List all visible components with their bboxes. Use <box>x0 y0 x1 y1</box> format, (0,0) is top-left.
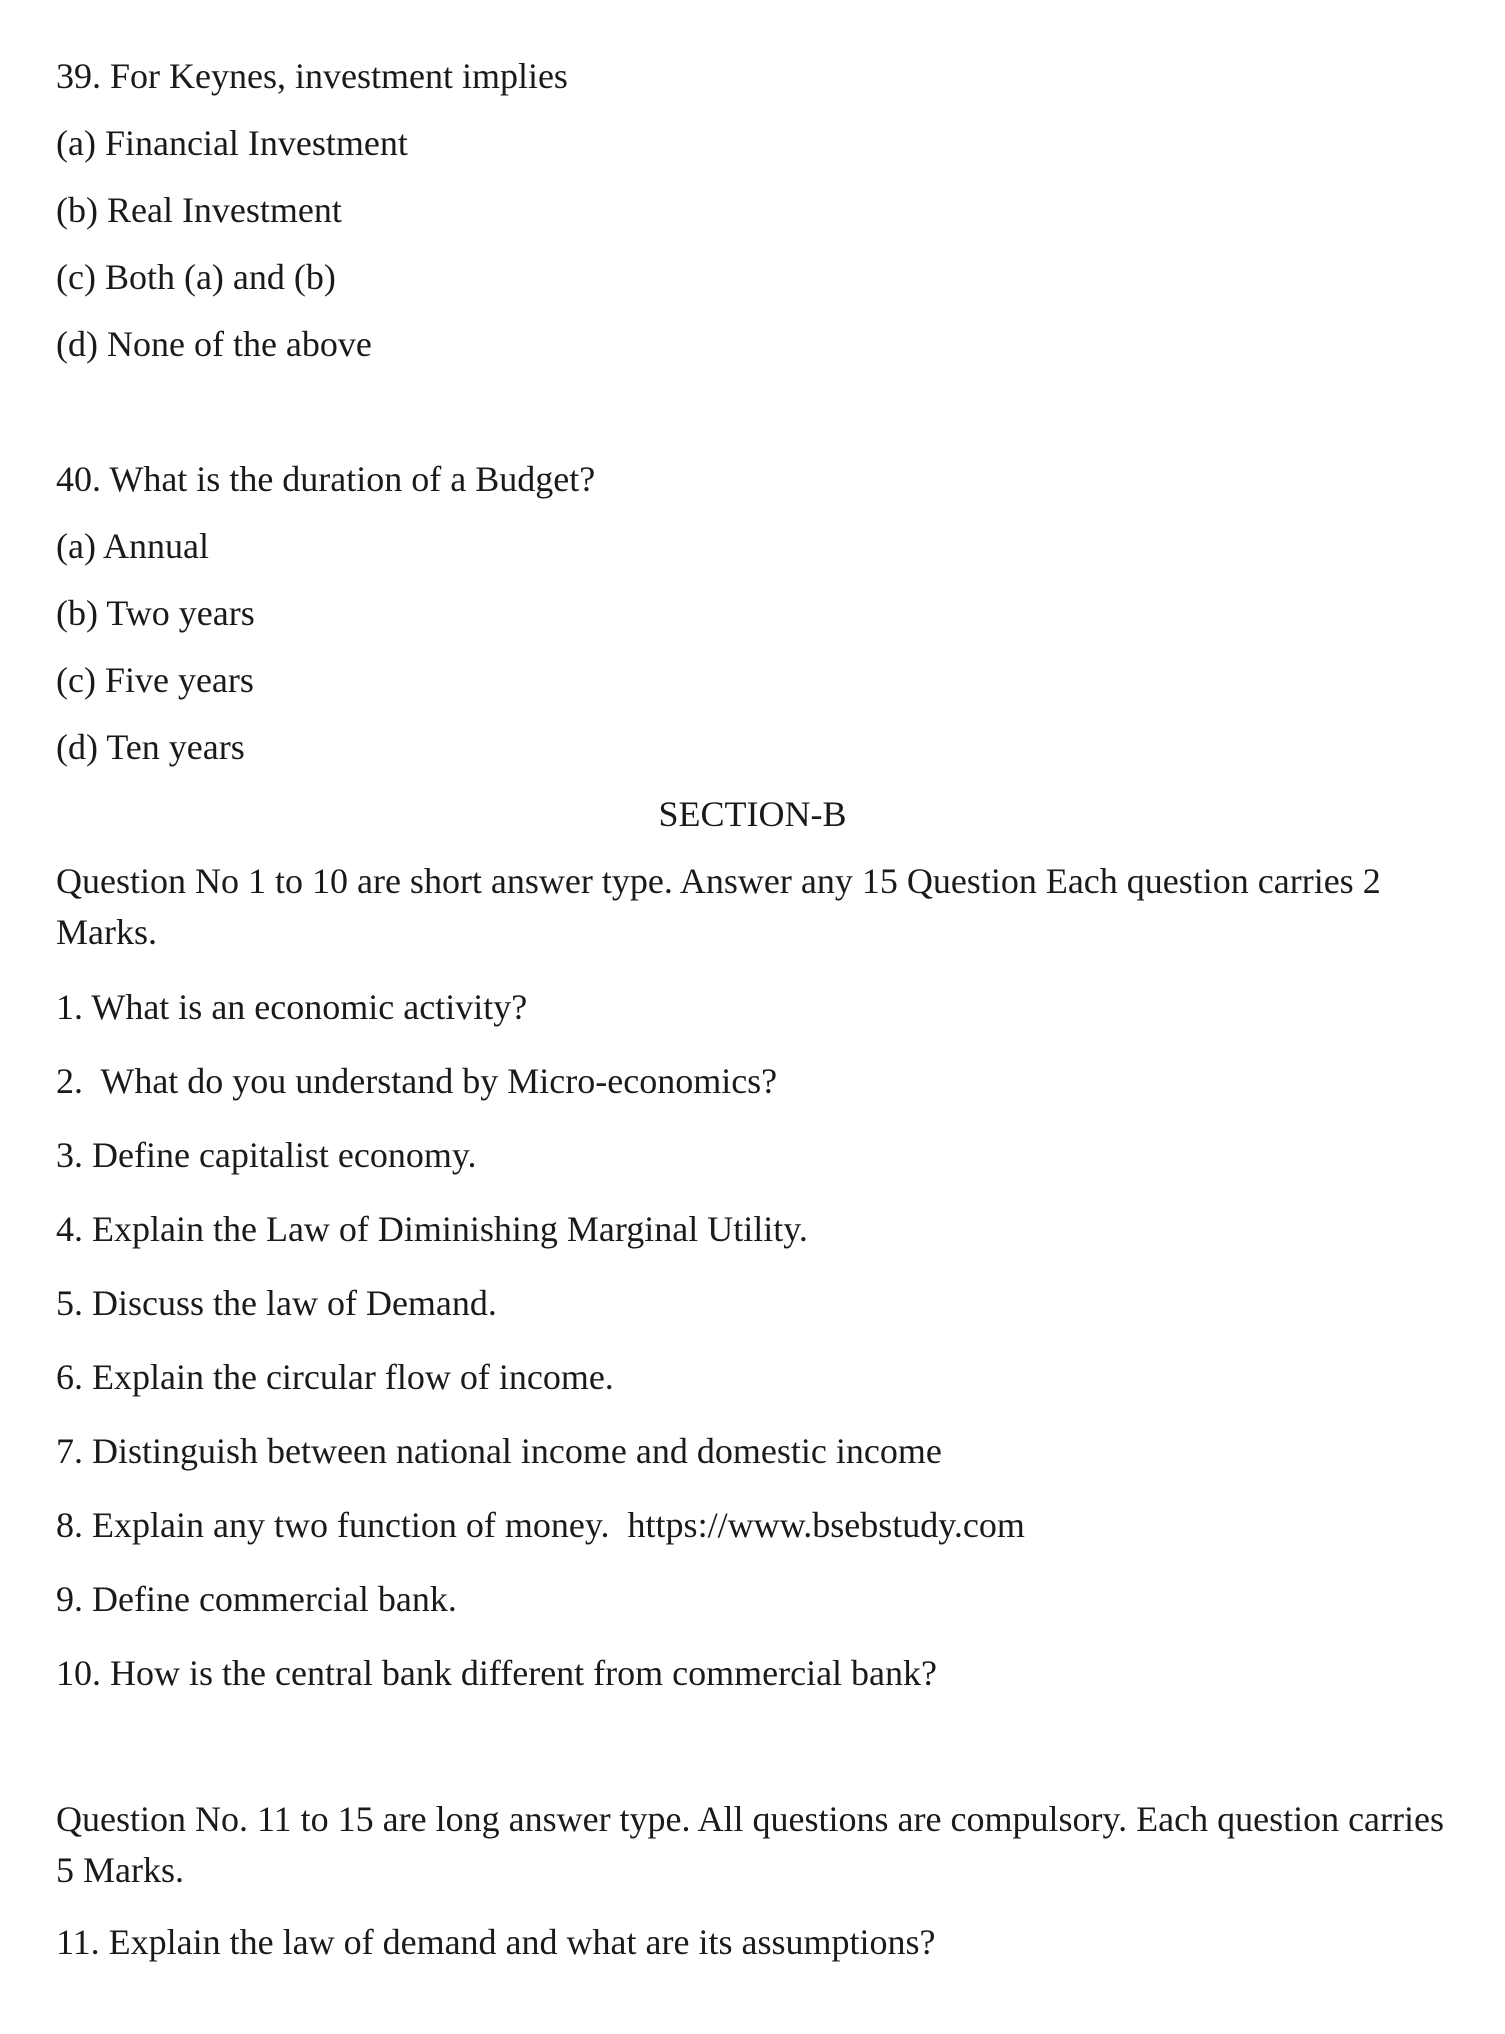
long-question-11: 11. Explain the law of demand and what are its assumptions? <box>56 1922 936 1962</box>
short-question-5: 5. Discuss the law of Demand. <box>56 1283 497 1323</box>
short-question-4: 4. Explain the Law of Diminishing Marginal Utility. <box>56 1209 808 1249</box>
short-question-3: 3. Define capitalist economy. <box>56 1135 477 1175</box>
q39-option-c: (c) Both (a) and (b) <box>56 257 336 297</box>
question-39: 39. For Keynes, investment implies <box>56 56 568 96</box>
question-40: 40. What is the duration of a Budget? <box>56 459 596 499</box>
q39-option-d: (d) None of the above <box>56 324 372 364</box>
short-question-2: 2. What do you understand by Micro-economics? <box>56 1061 778 1101</box>
short-question-6: 6. Explain the circular flow of income. <box>56 1357 614 1397</box>
q39-option-b: (b) Real Investment <box>56 190 342 230</box>
long-answer-instructions: Question No. 11 to 15 are long answer type. All questions are compulsory. Each question carries 5 Marks. <box>56 1799 1445 1890</box>
q40-option-b: (b) Two years <box>56 593 255 633</box>
q40-option-c: (c) Five years <box>56 660 254 700</box>
q40-option-a: (a) Annual <box>56 526 209 566</box>
short-question-1: 1. What is an economic activity? <box>56 987 528 1027</box>
short-question-7: 7. Distinguish between national income and domestic income <box>56 1431 942 1471</box>
section-b-heading: SECTION-B <box>658 794 847 834</box>
short-question-8: 8. Explain any two function of money. https://www.bsebstudy.com <box>56 1505 1025 1545</box>
q39-option-a: (a) Financial Investment <box>56 123 408 163</box>
short-question-10: 10. How is the central bank different from commercial bank? <box>56 1653 938 1693</box>
short-question-9: 9. Define commercial bank. <box>56 1579 457 1619</box>
short-answer-instructions: Question No 1 to 10 are short answer type. Answer any 15 Question Each question carries 2 Marks. <box>56 861 1381 952</box>
q40-option-d: (d) Ten years <box>56 727 245 767</box>
